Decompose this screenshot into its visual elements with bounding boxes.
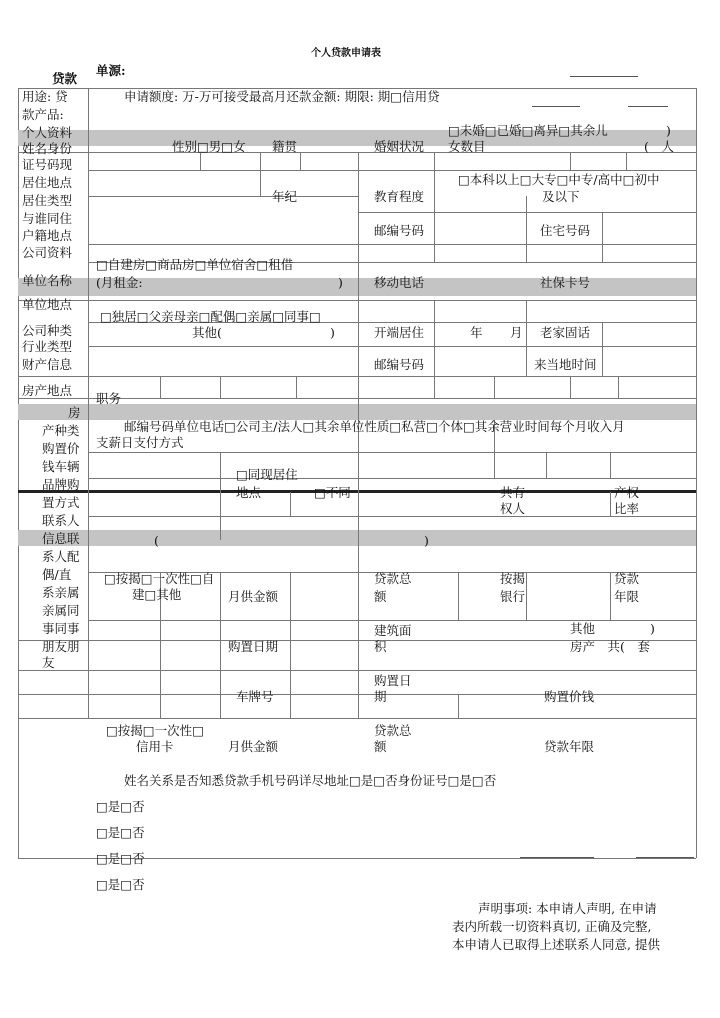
declaration-line-3: 本申请人已取得上述联系人同意, 提供 bbox=[452, 937, 660, 952]
rent-close: ) bbox=[338, 275, 343, 290]
col-line bbox=[260, 152, 261, 196]
property-type-label: 产种类 bbox=[42, 423, 80, 438]
postal-code-2-label: 邮编号码 bbox=[374, 357, 425, 372]
col-line bbox=[290, 572, 291, 718]
col-line bbox=[526, 300, 527, 376]
col-line bbox=[610, 452, 611, 478]
row-line bbox=[88, 346, 696, 347]
product-label: 款产品: bbox=[22, 107, 64, 122]
period-label: 期 bbox=[374, 689, 387, 704]
native-place-label: 籍贯 bbox=[272, 139, 298, 154]
cohabitant-label: 与谁同住 bbox=[22, 211, 73, 226]
mortgage-label: 按揭 bbox=[500, 571, 526, 586]
contact-spouse-label: 系人配 bbox=[42, 549, 80, 564]
purchase-date-label: 购置日期 bbox=[228, 639, 279, 654]
row-line bbox=[88, 244, 696, 245]
col-line bbox=[300, 152, 301, 170]
ownership-label: 产权 bbox=[614, 485, 640, 500]
company-section-label: 公司资料 bbox=[22, 245, 73, 260]
house-char-label: 房 bbox=[68, 405, 81, 420]
contact-info-label: 信息联 bbox=[42, 531, 80, 546]
col-line bbox=[88, 88, 89, 718]
industry-type-label: 行业类型 bbox=[22, 339, 73, 354]
row-line bbox=[88, 620, 696, 621]
gender-options: 性别□男□女 bbox=[172, 139, 246, 154]
col-line bbox=[200, 152, 201, 170]
amount-2-label: 额 bbox=[374, 739, 387, 754]
relatives-same-label: 亲属同 bbox=[42, 603, 80, 618]
card-options: □按揭□一次性□ bbox=[106, 723, 204, 738]
differs-option: □不同 bbox=[314, 485, 351, 500]
col-line bbox=[610, 572, 611, 620]
bank-label: 银行 bbox=[500, 589, 526, 604]
paren-close-2: ) bbox=[650, 621, 655, 636]
ratio-label: 比率 bbox=[614, 501, 640, 516]
purpose-text: 申请额度: 万-万可接受最高月还款金额: 期限: 期□信用贷 bbox=[124, 89, 440, 104]
col-line bbox=[296, 376, 297, 398]
col-line bbox=[526, 196, 527, 262]
vehicle-label: 钱车辆 bbox=[42, 459, 80, 474]
property-address-label: 房产地点 bbox=[22, 383, 73, 398]
other-label: 其他( bbox=[192, 325, 222, 340]
marital-options: □未婚□已婚□离异□其余儿 bbox=[448, 123, 608, 138]
loan-total-2-label: 贷款总 bbox=[374, 723, 412, 738]
month-label: 月 bbox=[510, 325, 523, 340]
rent-label: (月租金: bbox=[96, 275, 143, 290]
credit-card-label: 信用卡 bbox=[136, 739, 174, 754]
pay-line: 支薪日支付方式 bbox=[96, 435, 184, 450]
postal-code-label: 邮编号码 bbox=[374, 223, 425, 238]
employer-detail-line: 邮编号码单位电话□公司主/法人□其余单位性质□私营□个体□其余营业时间每个月收入月 bbox=[124, 419, 625, 434]
thick-divider bbox=[18, 490, 696, 493]
row-line bbox=[88, 478, 696, 479]
loan-label-2: 贷款 bbox=[614, 571, 640, 586]
row-line bbox=[88, 196, 358, 197]
col-line bbox=[546, 452, 547, 478]
section-band-contact bbox=[18, 530, 696, 546]
row-line bbox=[18, 694, 696, 695]
col-line bbox=[160, 376, 161, 398]
row-line bbox=[358, 212, 696, 213]
position-label: 职务 bbox=[96, 391, 122, 406]
source-label: 单源: bbox=[96, 63, 126, 78]
arrival-time-label: 来当地时间 bbox=[534, 357, 597, 372]
declaration-line-1: 声明事项: 本申请人声明, 在申请 bbox=[478, 901, 657, 916]
row-line bbox=[18, 300, 696, 301]
mobile-label: 移动电话 bbox=[374, 275, 425, 290]
name-id-label: 姓名身份 bbox=[22, 141, 73, 156]
id-number-label: 证号码现 bbox=[22, 157, 73, 172]
personal-section-label: 个人资料 bbox=[22, 125, 73, 140]
area-ji-label: 积 bbox=[374, 639, 387, 654]
purpose-label: 用途: 贷 bbox=[22, 89, 68, 104]
purchase-date-2-label: 购置日 bbox=[374, 673, 412, 688]
purchase-price-2-label: 购置价钱 bbox=[544, 689, 595, 704]
education-options: □本科以上□大专□中专/高中□初中 bbox=[458, 172, 660, 187]
colleague-label: 事同事 bbox=[42, 621, 80, 636]
col-line bbox=[220, 376, 221, 398]
row-line bbox=[18, 376, 696, 377]
row-line bbox=[88, 452, 696, 453]
property-count-label: 房产 共( 套 bbox=[570, 639, 650, 654]
friend-label: 友 bbox=[42, 655, 55, 670]
col-line bbox=[358, 152, 359, 718]
loan-label: 贷款 bbox=[52, 71, 78, 86]
table-border-left bbox=[18, 88, 19, 858]
home-phone-label: 住宅号码 bbox=[540, 223, 591, 238]
col-line bbox=[220, 572, 221, 718]
col-line bbox=[602, 322, 603, 376]
col-line bbox=[458, 572, 459, 620]
residence-type-label: 居住类型 bbox=[22, 193, 73, 208]
monthly-payment-2-label: 月供金额 bbox=[228, 739, 279, 754]
table-border-right bbox=[696, 88, 697, 858]
row-line bbox=[18, 718, 696, 719]
contact-person-label: 联系人 bbox=[42, 513, 80, 528]
company-type-label: 公司种类 bbox=[22, 323, 73, 338]
assets-label: 财产信息 bbox=[22, 357, 73, 372]
housing-options: □自建房□商品房□单位宿舍□租借 bbox=[96, 257, 294, 272]
col-line bbox=[570, 152, 571, 170]
education-label: 教育程度 bbox=[374, 189, 425, 204]
col-line bbox=[610, 492, 611, 516]
declaration-line-2: 表内所载一切资料真切, 正确及完整, bbox=[452, 919, 652, 934]
building-area-label: 建筑面 bbox=[374, 623, 412, 638]
amount-underline bbox=[532, 106, 580, 107]
amount-label: 额 bbox=[374, 589, 387, 604]
yes-no-4: □是□否 bbox=[96, 877, 145, 892]
row-line bbox=[88, 170, 696, 171]
owner-person-label: 权人 bbox=[500, 501, 526, 516]
col-line bbox=[602, 212, 603, 262]
yes-no-1: □是□否 bbox=[96, 799, 145, 814]
start-residence-label: 开端居住 bbox=[374, 325, 425, 340]
other-2-label: 其他 bbox=[570, 621, 596, 636]
col-line bbox=[290, 492, 291, 516]
below-label: 及以下 bbox=[542, 189, 580, 204]
other-close: ) bbox=[330, 325, 335, 340]
form-title: 个人贷款申请表 bbox=[311, 48, 381, 59]
children-paren: ( 人 bbox=[644, 139, 674, 154]
employer-address-label: 单位地点 bbox=[22, 297, 73, 312]
hometown-phone-label: 老家固话 bbox=[540, 325, 591, 340]
household-reg-label: 户籍地点 bbox=[22, 228, 73, 243]
col-line bbox=[626, 152, 627, 170]
date-underline bbox=[636, 857, 694, 858]
children-count-label: 女数目 bbox=[448, 139, 486, 154]
social-security-label: 社保卡号 bbox=[540, 275, 591, 290]
purchase-price-label: 购置价 bbox=[42, 441, 80, 456]
yes-no-2: □是□否 bbox=[96, 825, 145, 840]
residence-label: 居住地点 bbox=[22, 175, 73, 190]
col-line bbox=[570, 376, 571, 398]
col-line bbox=[220, 452, 221, 540]
contact-paren-open: ( bbox=[154, 533, 159, 548]
living-with-options: □独居□父亲母亲□配偶□亲属□同事□ bbox=[100, 309, 321, 324]
same-residence-option: □同现居住 bbox=[236, 467, 298, 482]
relatives-system-label: 系亲属 bbox=[42, 585, 80, 600]
purchase-method-label: 置方式 bbox=[42, 495, 80, 510]
employer-name-label: 单位名称 bbox=[22, 273, 73, 288]
plate-label: 车牌号 bbox=[236, 689, 274, 704]
col-line bbox=[434, 300, 435, 398]
source-underline bbox=[570, 76, 638, 77]
col-line bbox=[526, 572, 527, 620]
loan-years-2-label: 贷款年限 bbox=[544, 739, 595, 754]
friends-label: 朋友朋 bbox=[42, 639, 80, 654]
brand-label: 品牌购 bbox=[42, 477, 80, 492]
mortgage-options: □按揭□一次性□自 bbox=[104, 571, 215, 586]
monthly-payment-label: 月供金额 bbox=[228, 589, 279, 604]
year-label: 年 bbox=[470, 325, 483, 340]
section-band-property bbox=[18, 404, 696, 420]
self-built-other-option: 建□其他 bbox=[132, 587, 182, 602]
row-line bbox=[18, 670, 696, 671]
col-line bbox=[458, 694, 459, 718]
contact-paren-close: ) bbox=[424, 533, 429, 548]
col-line bbox=[494, 376, 495, 398]
address-word-label: 地点 bbox=[236, 485, 262, 500]
spouse-relative-label: 偶/直 bbox=[42, 567, 72, 582]
row-line bbox=[18, 152, 696, 153]
yes-no-3: □是□否 bbox=[96, 851, 145, 866]
row-line bbox=[88, 516, 696, 517]
col-line bbox=[434, 152, 435, 262]
paren-close: ) bbox=[666, 123, 671, 138]
loan-total-label: 贷款总 bbox=[374, 571, 412, 586]
col-line bbox=[618, 376, 619, 398]
co-owner-label: 共有 bbox=[500, 485, 526, 500]
marital-status-label: 婚姻状况 bbox=[374, 139, 425, 154]
period-underline bbox=[628, 106, 668, 107]
signature-underline bbox=[520, 857, 594, 858]
age-label: 年纪 bbox=[272, 189, 298, 204]
loan-years-label: 年限 bbox=[614, 589, 640, 604]
contacts-header: 姓名关系是否知悉贷款手机号码详尽地址□是□否身份证号□是□否 bbox=[124, 773, 497, 788]
